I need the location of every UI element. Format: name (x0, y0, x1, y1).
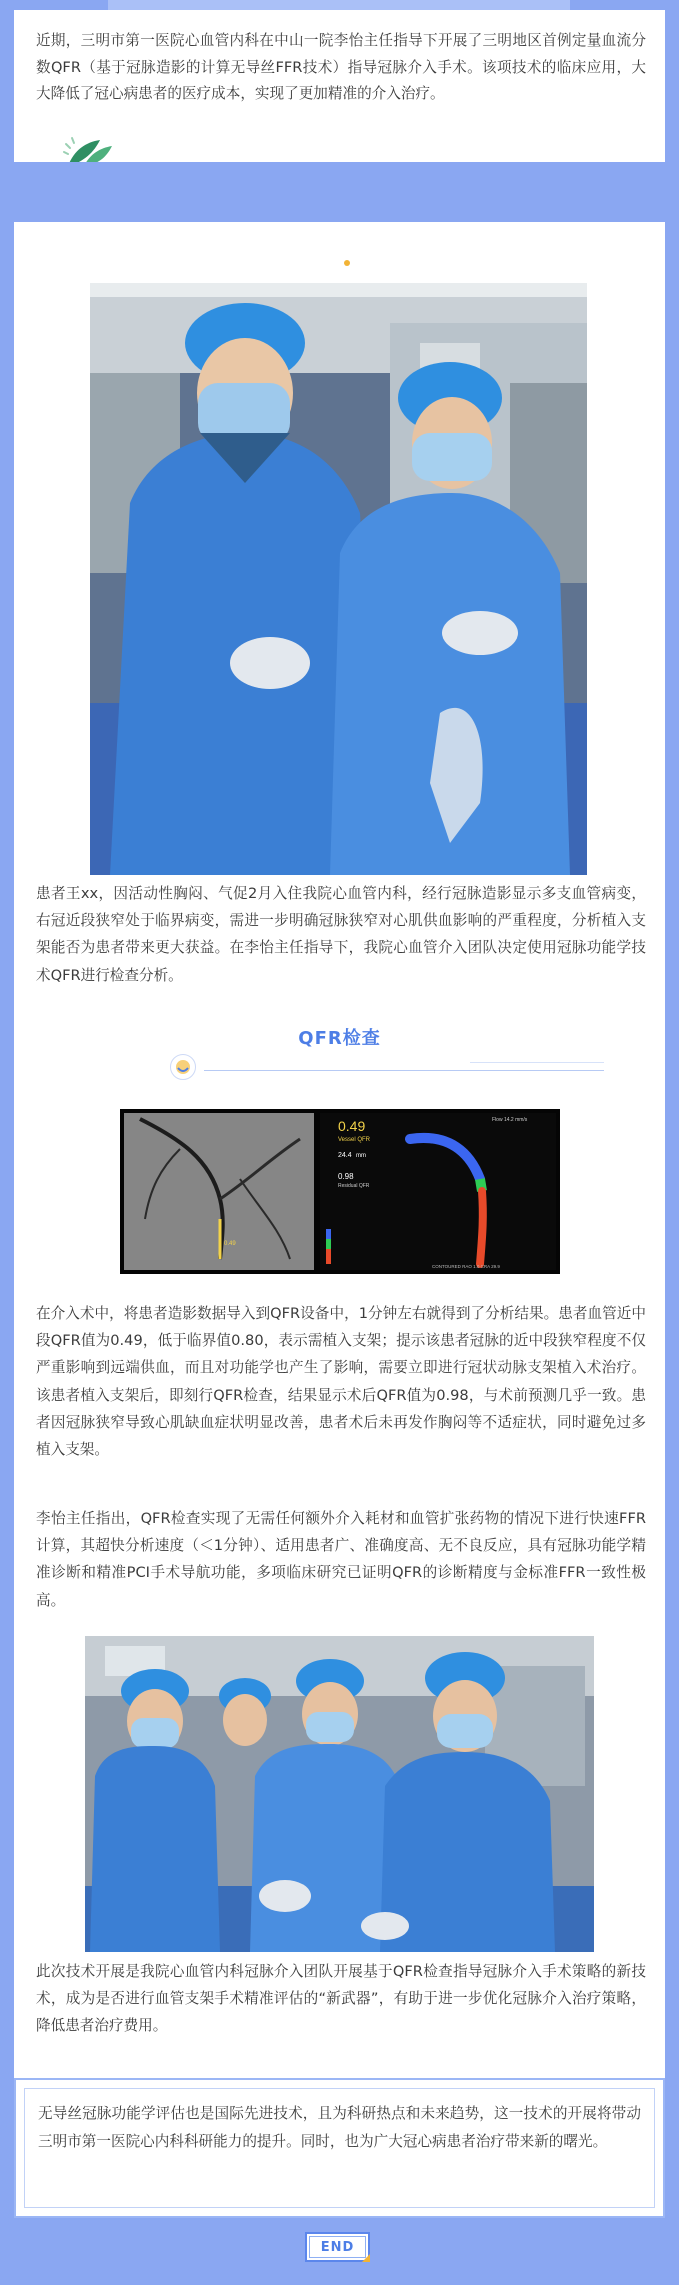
case-paragraph: 患者王xx，因活动性胸闷、气促2月入住我院心血管内科，经行冠脉造影显示多支血管病变，右冠近段狭窄处于临界病变，需进一步明确冠脉狭窄对心肌供血影响的严重程度，分析植入支架能否为患者带来更大获益。在李怡主任指导下，我院心血管介入团队决定使用冠脉功能学技术QFR进行检查分析。 (36, 885, 646, 984)
qfr-section-heading: QFR检查 (298, 1028, 381, 1049)
main-article-card (14, 222, 665, 2082)
surgeons-illustration (90, 283, 587, 875)
angio-flow: Flow 14.2 mm/s (492, 1117, 528, 1123)
end-corner-triangle (362, 2254, 370, 2262)
intro-card (14, 10, 665, 162)
summary-paragraph: 此次技术开展是我院心血管内科冠脉介入团队开展基于QFR检查指导冠脉介入手术策略的新技术，成为是否进行血管支架手术精准评估的“新武器”，有助于进一步优化冠脉介入治疗策略，降低患者治疗费用。 (36, 1963, 646, 2035)
angio-left-value: 0.49 (224, 1241, 236, 1247)
end-badge (305, 2232, 370, 2262)
angio-footer: CONTOURED RAO 1.0 CRA 29.9 (432, 1264, 500, 1269)
angio-vessel-qfr: Vessel QFR (338, 1137, 371, 1143)
outlook-card (14, 2078, 665, 2218)
intro-paragraph: 近期，三明市第一医院心血管内科在中山一院李怡主任指导下开展了三明地区首例定量血流分数QFR（基于冠脉造影的计算无导丝FFR技术）指导冠脉介入手术。该项技术的临床应用，大大降低了冠心病患者的医疗成本，实现了更加精准的介入治疗。 (36, 32, 646, 102)
procedure-paragraph: 在介入术中，将患者造影数据导入到QFR设备中，1分钟左右就得到了分析结果。患者血管近中段QFR值为0.49，低于临界值0.80，表示需植入支架；提示该患者冠脉的近中段狭窄程度不仅严重影响到远端供血，而且对功能学也产生了影响，需要立即进行冠状动脉支架植入术治疗。该患者植入支架后，即刻行QFR检查，结果显示术后QFR值为0.98，与术前预测几乎一致。患者因冠脉狭窄导致心肌缺血症状明显改善，患者术后未再发作胸闷等不适症状，同时避免过多植入支架。 (36, 1305, 646, 1459)
surgeons-photo (90, 283, 587, 875)
angio-length-unit: mm (356, 1153, 366, 1159)
accent-dot (344, 260, 350, 266)
angio-residual-label: Residual QFR (338, 1183, 370, 1189)
heading-underline (204, 1070, 604, 1071)
end-label: END (309, 2236, 366, 2258)
team-photo (85, 1636, 594, 1952)
section-badge-icon (170, 1054, 196, 1080)
angio-qfr-value: 0.49 (338, 1118, 366, 1134)
heading-underline-accent (470, 1062, 604, 1063)
team-illustration (85, 1636, 594, 1952)
angio-length: 24.4 (338, 1152, 352, 1159)
qfr-analysis-screenshot (120, 1109, 560, 1274)
advantages-paragraph: 李怡主任指出，QFR检查实现了无需任何额外介入耗材和血管扩张药物的情况下进行快速FFR计算，其超快分析速度（＜1分钟）、适用患者广、准确度高、无不良反应，具有冠脉功能学精准诊断和精准PCI手术导航功能，多项临床研究已证明QFR的诊断精度与金标准FFR一致性极高。 (36, 1510, 646, 1609)
divider-band (0, 162, 679, 222)
angiogram-illustration (120, 1109, 560, 1274)
outlook-paragraph: 无导丝冠脉功能学评估也是国际先进技术，且为科研热点和未来趋势，这一技术的开展将带动三明市第一医院心内科科研能力的提升。同时，也为广大冠心病患者治疗带来新的曙光。 (38, 2105, 641, 2150)
angio-residual-value: 0.98 (338, 1172, 354, 1181)
